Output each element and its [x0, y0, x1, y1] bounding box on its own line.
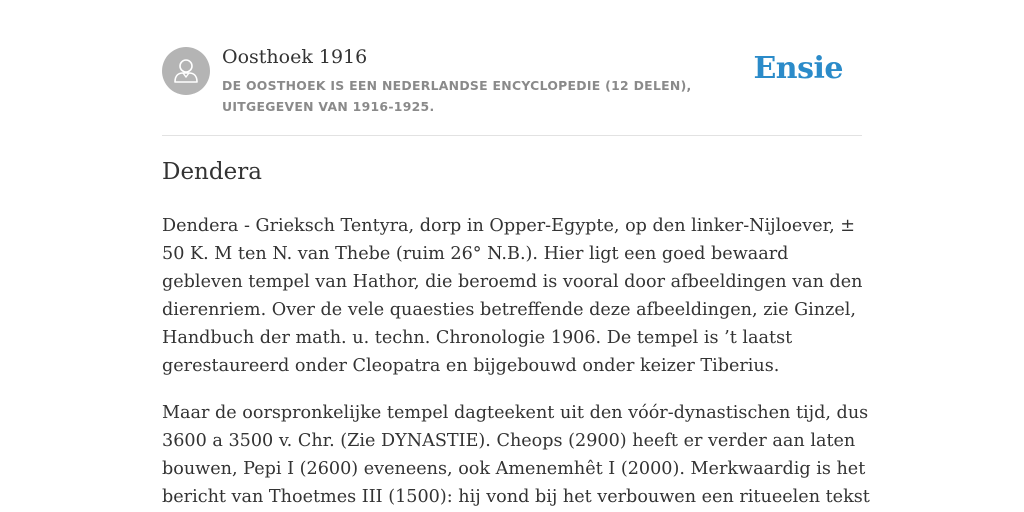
source-header: [162, 45, 862, 135]
avatar[interactable]: [162, 47, 210, 95]
user-icon: [162, 47, 210, 95]
source-description: DE OOSTHOEK IS EEN NEDERLANDSE ENCYCLOPEDIE (12 DELEN), UITGEGEVEN VAN 1916-1925.: [222, 78, 692, 114]
source-name[interactable]: Oosthoek 1916: [222, 46, 368, 68]
article-paragraph: Dendera - Grieksch Tentyra, dorp in Opper-Egypte, op den linker-Nijloever, ± 50 K. M ten N. van Thebe (ruim 26° N.B.). Hier ligt een goed bewaard gebleven tempel van Hathor, die beroemd is vooral door afbeeldingen van den dierenriem. Over de vele quaesties betreffende deze afbeeldingen, zie Ginzel, Handbuch der math. u. techn. Chronologie 1906. De tempel is ’t laatst gerestaureerd onder Cleopatra en bijgebouwd onder keizer Tiberius.: [162, 216, 863, 376]
article-title: Dendera: [162, 159, 262, 185]
article-body: [162, 212, 872, 512]
ensie-logo[interactable]: Ensie: [753, 51, 843, 86]
article-paragraph: Maar de oorspronkelijke tempel dagteekent uit den vóór-dynastischen tijd, dus 3600 a 3500 v. Chr. (Zie DYNASTIE). Cheops (2900) heeft er verder aan laten bouwen, Pepi I (2600) eveneens, ook Amenemhêt I (2000). Merkwaardig is het bericht van Thoetmes III (1500): hij vond bij het verbouwen een ritueelen tekst: [162, 403, 870, 507]
header-divider: [162, 135, 862, 136]
